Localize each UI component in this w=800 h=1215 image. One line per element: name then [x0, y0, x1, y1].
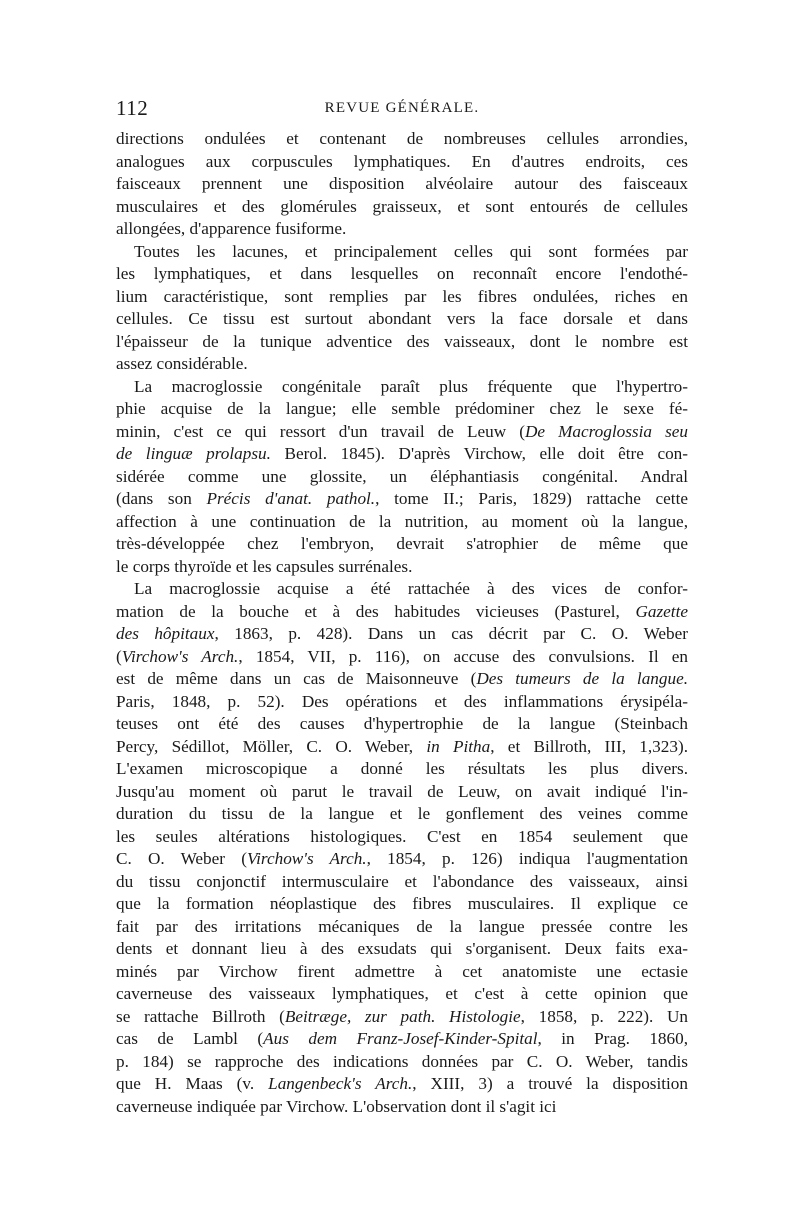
- paragraph: [116, 241, 688, 376]
- text-line: phie acquise de la langue; elle semble prédominer chez le sexe fé-: [116, 399, 688, 418]
- text-line: assez considérable.: [116, 354, 248, 373]
- running-header: [116, 96, 688, 124]
- text-line: fait par des irritations mécaniques de la langue pressée contre les: [116, 916, 688, 936]
- text-line: minin, c'est ce qui ressort d'un travail de Leuw (De Macroglossia seu: [116, 421, 688, 441]
- text-line: des hôpitaux, 1863, p. 428). Dans un cas décrit par C. O. Weber: [116, 624, 688, 643]
- paragraph: [116, 578, 688, 1118]
- text-line: est de même dans un cas de Maisonneuve (Des tumeurs de la langue.: [116, 669, 688, 688]
- text-line: cas de Lambl (Aus dem Franz-Josef-Kinder-Spital, in Prag. 1860,: [116, 1029, 688, 1048]
- text-line: les seules altérations histologiques. C'est en 1854 seulement que: [116, 826, 688, 846]
- text-line: allongées, d'apparence fusiforme.: [116, 219, 347, 238]
- text-line: (Virchow's Arch., 1854, VII, p. 116), on accuse des convulsions. Il en: [116, 646, 688, 666]
- text-line: très-développée chez l'embryon, devrait s'atrophier de même que: [116, 534, 688, 553]
- text-line: musculaires et des glomérules graisseux, et sont entourés de cellules: [116, 196, 688, 216]
- text-line: les lymphatiques, et dans lesquelles on reconnaît encore l'endothé-: [116, 264, 688, 283]
- text-line: que H. Maas (v. Langenbeck's Arch., XIII, 3) a trouvé la disposition: [116, 1074, 688, 1093]
- text-line: Percy, Sédillot, Möller, C. O. Weber, in Pitha, et Billroth, III, 1,323).: [116, 736, 688, 756]
- text-line: Jusqu'au moment où parut le travail de Leuw, on avait indiqué l'in-: [116, 781, 688, 801]
- text-line: caverneuse des vaisseaux lymphatiques, et c'est à cette opinion que: [116, 984, 688, 1003]
- paragraph: [116, 376, 688, 579]
- text-line: se rattache Billroth (Beitræge, zur path. Histologie, 1858, p. 222). Un: [116, 1006, 688, 1026]
- text-line: analogues aux corpuscules lymphatiques. En d'autres endroits, ces: [116, 151, 688, 171]
- running-title: REVUE GÉNÉRALE.: [324, 100, 480, 116]
- text-line: directions ondulées et contenant de nombreuses cellules arrondies,: [116, 129, 688, 148]
- paragraph: [116, 128, 688, 241]
- text-line: caverneuse indiquée par Virchow. L'observation dont il s'agit ici: [116, 1096, 557, 1116]
- text-line: C. O. Weber (Virchow's Arch., 1854, p. 126) indiqua l'augmentation: [116, 849, 688, 868]
- text-line: cellules. Ce tissu est surtout abondant vers la face dorsale et dans: [116, 309, 688, 328]
- text-line: minés par Virchow firent admettre à cet anatomiste une ectasie: [116, 961, 688, 981]
- text-line: dents et donnant lieu à des exsudats qui s'organisent. Deux faits exa-: [116, 939, 688, 958]
- text-line: teuses ont été des causes d'hypertrophie de la langue (Steinbach: [116, 714, 688, 733]
- text-line: Paris, 1848, p. 52). Des opérations et des inflammations érysipéla-: [116, 691, 688, 711]
- text-line: La macroglossie congénitale paraît plus fréquente que l'hypertro-: [134, 376, 688, 396]
- text-line: p. 184) se rapproche des indications données par C. O. Weber, tandis: [116, 1051, 688, 1071]
- text-line: l'épaisseur de la tunique adventice des vaisseaux, dont le nombre est: [116, 331, 688, 351]
- text-line: La macroglossie acquise a été rattachée à des vices de confor-: [134, 579, 688, 598]
- text-line: du tissu conjonctif intermusculaire et l'abondance des vaisseaux, ainsi: [116, 871, 688, 891]
- text-line: L'examen microscopique a donné les résultats les plus divers.: [116, 759, 688, 778]
- text-line: lium caractéristique, sont remplies par les fibres ondulées, riches en: [116, 286, 688, 306]
- text-line: duration du tissu de la langue et le gonflement des veines comme: [116, 804, 688, 823]
- text-line: faisceaux prennent une disposition alvéolaire autour des faisceaux: [116, 174, 688, 193]
- text-line: que la formation néoplastique des fibres musculaires. Il explique ce: [116, 894, 688, 913]
- page-number: 112: [116, 96, 149, 120]
- text-line: affection à une continuation de la nutrition, au moment où la langue,: [116, 511, 688, 531]
- body-text: [116, 128, 688, 1118]
- text-line: de linguæ prolapsu. Berol. 1845). D'après Virchow, elle doit être con-: [116, 444, 688, 463]
- journal-page: [116, 96, 688, 1118]
- text-line: le corps thyroïde et les capsules surrénales.: [116, 556, 413, 576]
- text-line: mation de la bouche et à des habitudes vicieuses (Pasturel, Gazette: [116, 601, 688, 621]
- text-line: sidérée comme une glossite, un éléphantiasis congénital. Andral: [116, 466, 688, 486]
- text-line: Toutes les lacunes, et principalement celles qui sont formées par: [134, 241, 688, 261]
- text-line: (dans son Précis d'anat. pathol., tome II.; Paris, 1829) rattache cette: [116, 489, 688, 508]
